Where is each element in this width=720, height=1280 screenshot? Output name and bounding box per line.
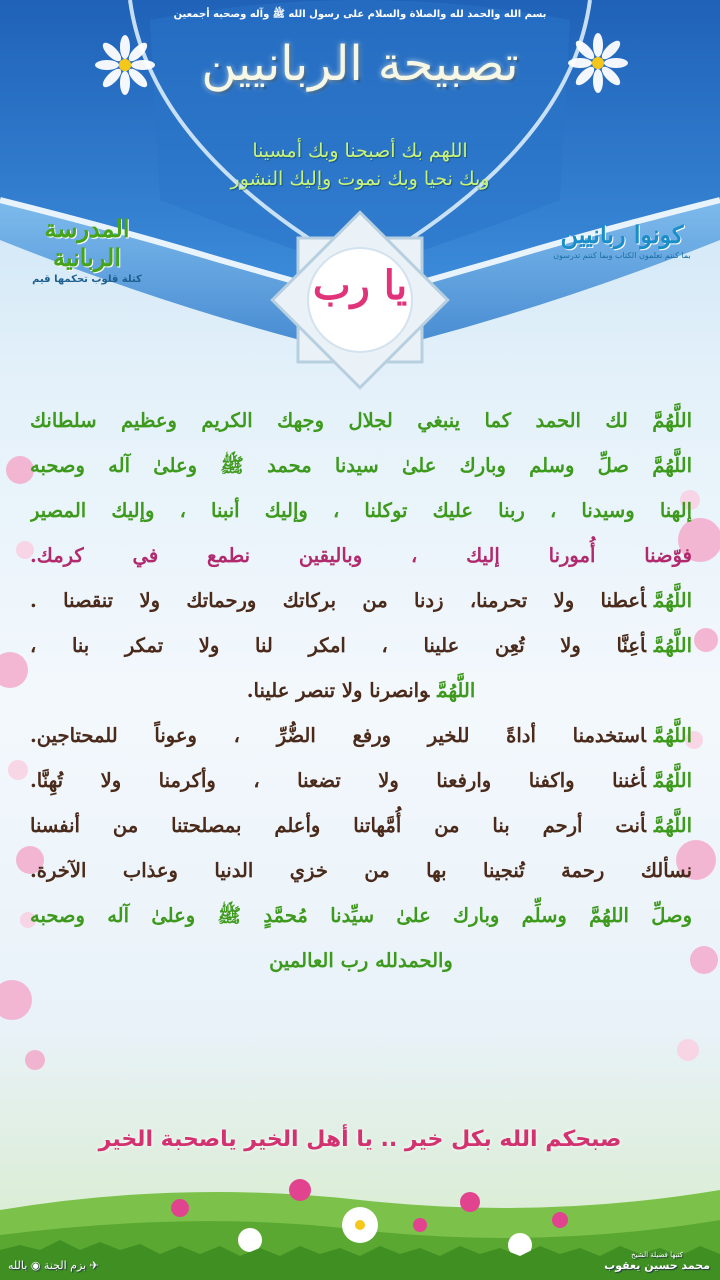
- footer-author: [604, 1251, 710, 1272]
- author-caption: كتبها فضيلة الشيخ: [631, 1251, 684, 1259]
- keyword-allahumma: اللَّهُمَّ: [437, 679, 476, 702]
- dua-line-1: اللهم بك أصبحنا وبك أمسينا: [252, 140, 468, 162]
- prayer-line-4: فوّضنا أُمورنا إليك ، وباليقين نطمع في كرمك.: [30, 544, 692, 567]
- telegram-icon: ✈: [89, 1259, 99, 1272]
- keyword-allahumma: اللَّهُمَّ: [653, 589, 692, 612]
- prayer-line-9: [30, 758, 692, 803]
- logo-kunu: [538, 220, 706, 260]
- daisy-left: [95, 35, 155, 95]
- prayer-line-1: اللَّهُمَّ لك الحمد كما ينبغي لجلال وجهك الكريم وعظيم سلطانك: [30, 409, 692, 432]
- prayer-line-8: [30, 713, 692, 758]
- logo-madrasa: [12, 214, 162, 285]
- prayer-line-11: نسألك رحمة تُنجينا بها من خزي الدنيا وعذاب الآخرة.: [30, 859, 692, 882]
- prayer-line-3: إلهنا وسيدنا ، ربنا عليك توكلنا ، وإليك أنبنا ، وإليك المصير: [30, 499, 692, 522]
- keyword-allahumma: اللَّهُمَّ: [653, 814, 692, 837]
- prayer-line-10: [30, 803, 692, 848]
- keyword-allahumma: اللَّهُمَّ: [653, 724, 692, 747]
- keyword-allahumma: اللَّهُمَّ: [653, 769, 692, 792]
- footer-handle: بالله: [8, 1259, 28, 1272]
- prayer-text-9: أغننا واكفنا وارفعنا ولا تضعنا ، وأكرمنا ولا تُهِنَّا.: [30, 769, 646, 792]
- footer-social: [8, 1259, 99, 1272]
- page-title: تصبيحة الربانيين: [201, 36, 519, 92]
- basmala-line: بسم الله والحمد لله والصلاة والسلام على رسول الله ﷺ وآله وصحبه أجمعين: [173, 9, 547, 20]
- author-name: محمد حسين يعقوب: [604, 1259, 710, 1272]
- prayer-line-5: [30, 578, 692, 623]
- prayer-text-10: أنت أرحم بنا من أُمَّهاتنا وأعلم بمصلحتنا من أنفسنا: [30, 814, 646, 837]
- keyword-allahumma: اللَّهُمَّ: [653, 634, 692, 657]
- prayer-text-7: وانصرنا ولا تنصر علينا.: [246, 679, 430, 702]
- dua-line-2: وبك نحيا وبك نموت وإليك النشور: [230, 168, 490, 190]
- whatsapp-icon: ◉: [30, 1259, 41, 1272]
- closing-greeting: صبحكم الله بكل خير .. يا أهل الخير ياصحبة الخير: [98, 1127, 622, 1152]
- footer-channel: بزم الجنة: [43, 1259, 87, 1272]
- logo-madrasa-subtitle: كتلة قلوب تحكمها قيم: [32, 274, 142, 285]
- logo-madrasa-title: المدرسة الربانية: [44, 214, 130, 272]
- daisy-right: [568, 33, 628, 93]
- prayer-text: [30, 398, 692, 983]
- prayer-text-8: استخدمنا أداةً للخير ورفع الضُّرِّ ، وعوناً للمحتاجين.: [30, 724, 646, 747]
- prayer-text-6: أعِنَّا ولا تُعِن علينا ، امكر لنا ولا تمكر بنا ،: [30, 634, 646, 657]
- prayer-text-5: أعطنا ولا تحرمنا، زدنا من بركاتك ورحماتك ولا تنقصنا .: [30, 589, 646, 612]
- prayer-line-13: والحمدلله رب العالمين: [269, 949, 453, 972]
- emblem-ya-rab: يا رب: [312, 262, 408, 309]
- prayer-line-7: [30, 668, 692, 713]
- logo-kunu-title: كونوا ربانيين: [560, 220, 684, 249]
- prayer-line-12: وصلِّ اللهُمَّ وسلِّم وبارك علىٰ سيِّدنا مُحمَّدٍ ﷺ وعلىٰ آله وصحبه: [30, 904, 692, 927]
- prayer-line-6: [30, 623, 692, 668]
- prayer-line-2: اللَّهُمَّ صلِّ وسلم وبارك علىٰ سيدنا محمد ﷺ وعلىٰ آله وصحبه: [30, 454, 692, 477]
- logo-kunu-subtitle: بما كنتم تعلمون الكتاب وبما كنتم تدرسون: [553, 251, 691, 260]
